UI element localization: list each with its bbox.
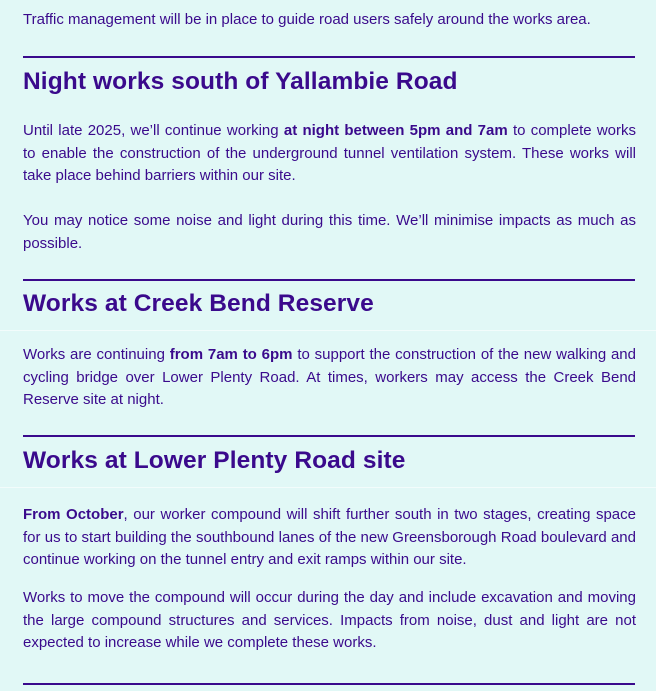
intro-text: Traffic management will be in place to guide road users safely around the works area. [23, 11, 591, 28]
background-band-edge [0, 330, 656, 331]
paragraph-text: , our worker compound will shift further south in two stages, creating space for us to start building the southbound lanes of the new Greensborough Road boulevard and continue working on the tunnel entry and exit ramps within our site. [23, 506, 636, 568]
paragraph-emphasis: From October [23, 506, 124, 523]
intro-paragraph [23, 9, 636, 32]
section-paragraph [23, 504, 636, 572]
section-paragraph [23, 344, 636, 412]
background-band-edge [0, 487, 656, 488]
paragraph-text: You may notice some noise and light during this time. We’ll minimise impacts as much as possible. [23, 212, 636, 252]
section-divider [23, 435, 635, 437]
paragraph-text: Until late 2025, we’ll continue working [23, 122, 284, 139]
paragraph-emphasis: from 7am to 6pm [169, 346, 293, 363]
paragraph-text: to support the construction of the new walking and cycling bridge over Lower Plenty Road. At times, workers may access the Creek Bend Reserve site at night. [23, 346, 636, 408]
section-heading-lower-plenty: Works at Lower Plenty Road site [23, 447, 406, 474]
section-paragraph [23, 210, 636, 255]
section-divider [23, 56, 635, 58]
section-divider [23, 279, 635, 281]
section-divider [23, 683, 635, 685]
paragraph-text: Works are continuing [23, 346, 170, 363]
section-heading-night-works: Night works south of Yallambie Road [23, 68, 458, 95]
paragraph-emphasis: at night between 5pm and 7am [283, 122, 508, 139]
paragraph-text: Works to move the compound will occur during the day and include excavation and moving the large compound structures and services. Impacts from noise, dust and light are not expected to increase while we complete these works. [23, 589, 636, 651]
section-paragraph [23, 587, 636, 655]
section-paragraph [23, 120, 636, 188]
paragraph-text: to complete works to enable the construction of the underground tunnel ventilation system. These works will take place behind barriers within our site. [23, 122, 637, 184]
section-heading-creek-bend: Works at Creek Bend Reserve [23, 290, 374, 317]
